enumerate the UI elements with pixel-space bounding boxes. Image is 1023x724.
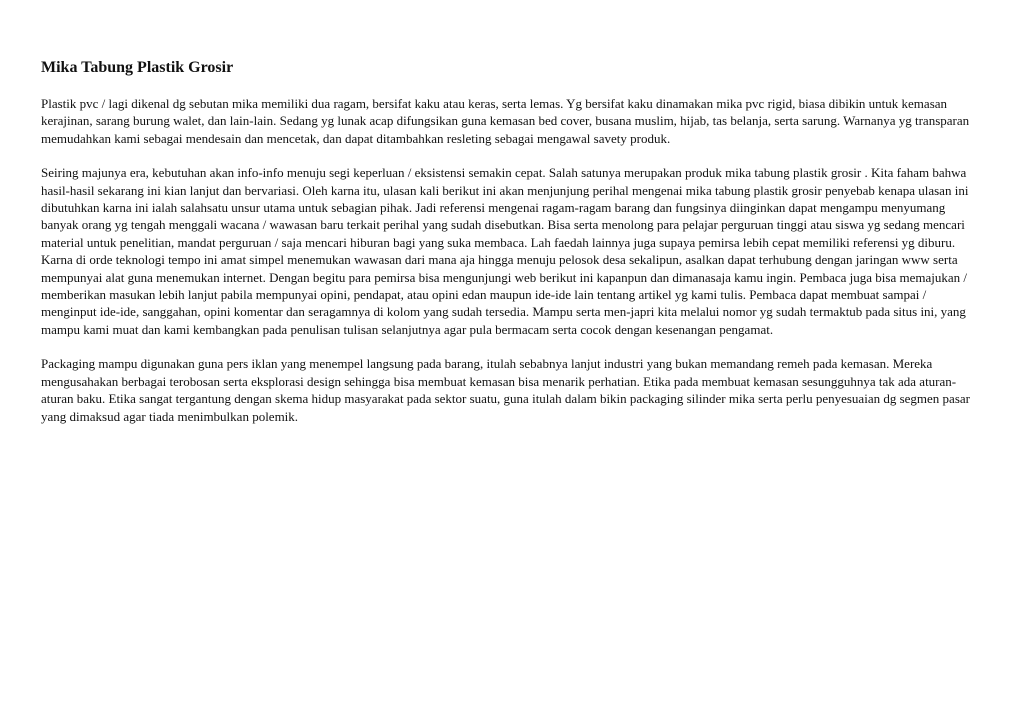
document-title: Mika Tabung Plastik Grosir	[41, 59, 234, 76]
paragraph-3: Packaging mampu digunakan guna pers iklan yang menempel langsung pada barang, itulah sebabnya lanjut industri yang bukan memandang remeh pada kemasan. Mereka mengusahakan berbagai terobosan serta eksplorasi design sehingga bisa membuat kemasan bisa menarik perhatian. Etika pada membuat kemasan sesungguhnya tak ada aturan-aturan baku. Etika sangat tergantung dengan skema hidup masyarakat pada sektor suatu, guna itulah dalam bikin packaging silinder mika serta perlu penyesuaian dg segmen pasar yang dimaksud agar tiada menimbulkan polemik.	[41, 356, 970, 424]
paragraph-1: Plastik pvc / lagi dikenal dg sebutan mika memiliki dua ragam, bersifat kaku atau keras, serta lemas. Yg bersifat kaku dinamakan mika pvc rigid, biasa dibikin untuk kemasan kerajinan, sarang burung walet, dan lain-lain. Sedang yg lunak acap difungsikan guna kemasan bed cover, busana muslim, hijab, tas belanja, serta sarung. Warnanya yg transparan memudahkan kami sebagai mendesain dan mencetak, dan dapat ditambahkan resleting sebagai mengawal savety produk.	[41, 96, 970, 146]
document-page	[41, 58, 981, 442]
paragraph-2: Seiring majunya era, kebutuhan akan info-info menuju segi keperluan / eksistensi semakin cepat. Salah satunya merupakan produk mika tabung plastik grosir . Kita faham bahwa hasil-hasil sekarang ini kian lanjut dan bervariasi. Oleh karna itu, ulasan kali berikut ini akan menjunjung perihal mengenai mika tabung plastik grosir penyebab kenapa ulasan ini dibutuhkan karna ini ialah salahsatu unsur utama untuk sebagian pihak. Jadi referensi mengenai ragam-ragam barang dan fungsinya diinginkan dapat mengampu menyumang banyak orang yg tengah menggali wacana / wawasan baru terkait perihal yang sudah disebutkan. Bisa serta menolong para pelajar perguruan tinggi atau siswa yg sedang mencari material untuk penelitian, mandat perguruan / saja mencari hiburan bagi yang suka membaca. Lah faedah lainnya juga supaya pemirsa lebih cepat memiliki referensi yg diburu. Karna di orde teknologi tempo ini amat simpel menemukan wawasan dari mana aja hingga menuju pelosok desa sekalipun, asalkan dapat terhubung dengan jaringan www serta mempunyai alat guna menemukan internet. Dengan begitu para pemirsa bisa mengunjungi web berikut ini kapanpun dan dimanasaja kamu ingin. Pembaca juga bisa memajukan / memberikan masukan lebih lanjut pabila mempunyai opini, pendapat, atau opini edan maupun ide-ide lain tentang artikel yg kami tulis. Pembaca dapat membuat sampai / menginput ide-ide, sanggahan, opini komentar dan seragamnya di kolom yang sudah tersedia. Mampu serta men-japri kita melalui nomor yg sudah termaktub pada situs ini, yang mampu kami muat dan kami kembangkan pada penulisan tulisan selanjutnya agar pula bermacam serta cocok dengan kesenangan pengamat.	[41, 165, 969, 337]
